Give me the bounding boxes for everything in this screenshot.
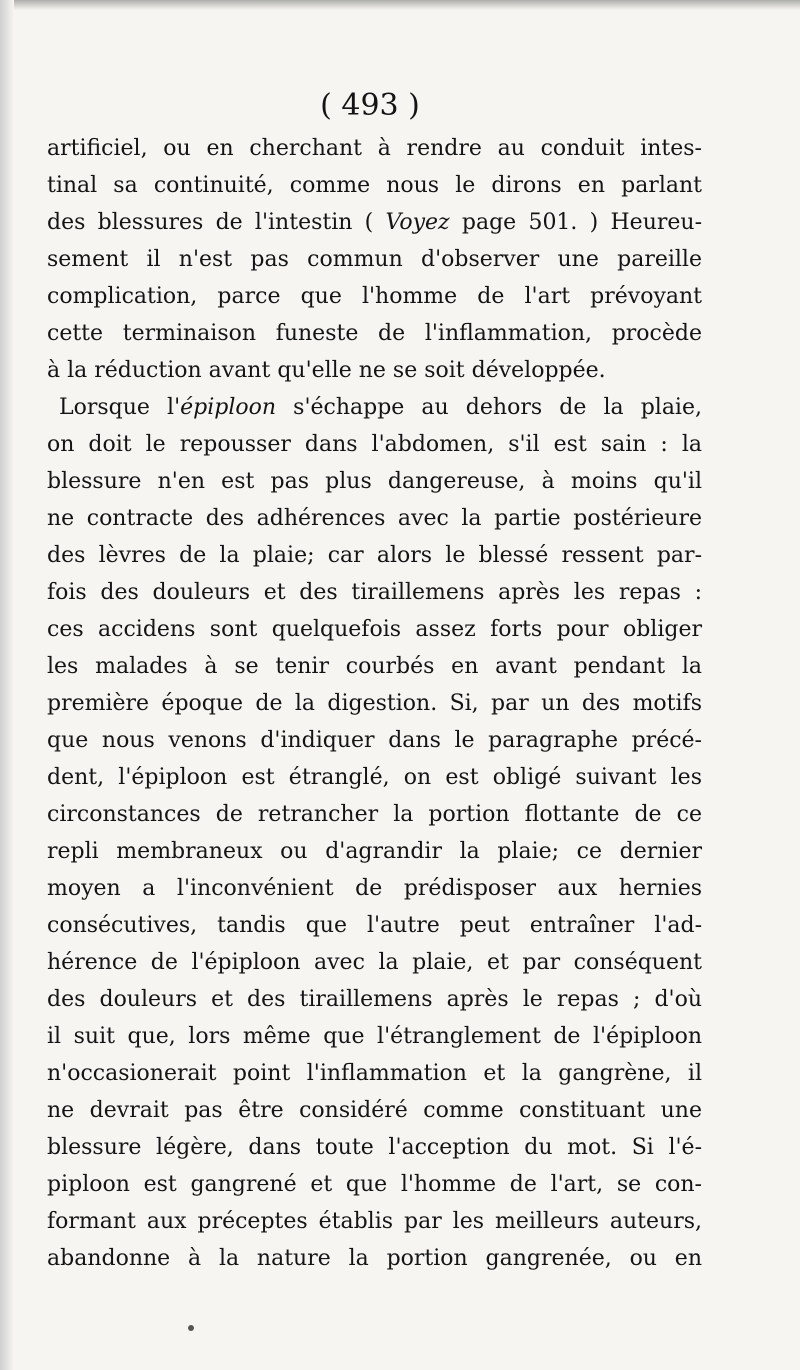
page-gutter-shadow <box>0 0 14 1370</box>
text-line: ne devrait pas être considéré comme constituant une <box>47 1098 702 1123</box>
text-line: ne contracte des adhérences avec la partie postérieure <box>47 506 702 531</box>
text-span: des blessures de l'intestin ( <box>47 210 386 235</box>
text-span: s'échappe au dehors de la plaie, <box>276 395 702 420</box>
text-line: sement il n'est pas commun d'observer une pareille <box>47 247 702 272</box>
text-line: hérence de l'épiploon avec la plaie, et par conséquent <box>47 950 702 975</box>
text-line: n'occasionerait point l'inflammation et la gangrène, il <box>47 1061 702 1086</box>
body-text <box>47 130 702 1277</box>
text-line: consécutives, tandis que l'autre peut entraîner l'ad- <box>47 913 702 938</box>
text-span: page 501. ) Heureu- <box>449 210 703 235</box>
text-line: artificiel, ou en cherchant à rendre au conduit intes- <box>47 136 702 161</box>
text-line: on doit le repousser dans l'abdomen, s'il est sain : la <box>47 432 702 457</box>
paragraph-end-line: à la réduction avant qu'elle ne se soit développée. <box>47 358 606 383</box>
ink-speck <box>188 1325 194 1331</box>
text-line: les malades à se tenir courbés en avant pendant la <box>47 654 702 679</box>
text-line: blessure n'en est pas plus dangereuse, à moins qu'il <box>47 469 702 494</box>
text-line: formant aux préceptes établis par les meilleurs auteurs, <box>47 1209 702 1234</box>
text-line: des douleurs et des tiraillemens après le repas ; d'où <box>47 987 702 1012</box>
text-line: piploon est gangrené et que l'homme de l'art, se con- <box>47 1172 702 1197</box>
text-line: première époque de la digestion. Si, par un des motifs <box>47 691 702 716</box>
text-line: abandonne à la nature la portion gangrenée, ou en <box>47 1246 702 1271</box>
text-line: des lèvres de la plaie; car alors le blessé ressent par- <box>47 543 702 568</box>
text-line: blessure légère, dans toute l'acception du mot. Si l'é- <box>47 1135 702 1160</box>
text-line: dent, l'épiploon est étranglé, on est obligé suivant les <box>47 765 702 790</box>
text-line: que nous venons d'indiquer dans le paragraphe précé- <box>47 728 702 753</box>
text-line: il suit que, lors même que l'étranglement de l'épiploon <box>47 1024 702 1049</box>
page-number: ( 493 ) <box>320 88 420 123</box>
text-line: fois des douleurs et des tiraillemens après les repas : <box>47 580 702 605</box>
text-line: cette terminaison funeste de l'inflammation, procède <box>47 321 702 346</box>
text-line: ces accidens sont quelquefois assez forts pour obliger <box>47 617 702 642</box>
text-line: moyen a l'inconvénient de prédisposer aux hernies <box>47 876 702 901</box>
text-line: circonstances de retrancher la portion flottante de ce <box>47 802 702 827</box>
italic-reference: Voyez <box>385 210 450 235</box>
text-line <box>47 389 702 426</box>
text-line: tinal sa continuité, comme nous le dirons en parlant <box>47 173 702 198</box>
text-line: complication, parce que l'homme de l'art prévoyant <box>47 284 702 309</box>
italic-term: épiploon <box>180 395 277 420</box>
text-line: repli membraneux ou d'agrandir la plaie; ce dernier <box>47 839 702 864</box>
text-line <box>47 204 702 241</box>
page-top-shadow <box>0 0 800 10</box>
text-span: Lorsque l' <box>59 395 181 420</box>
